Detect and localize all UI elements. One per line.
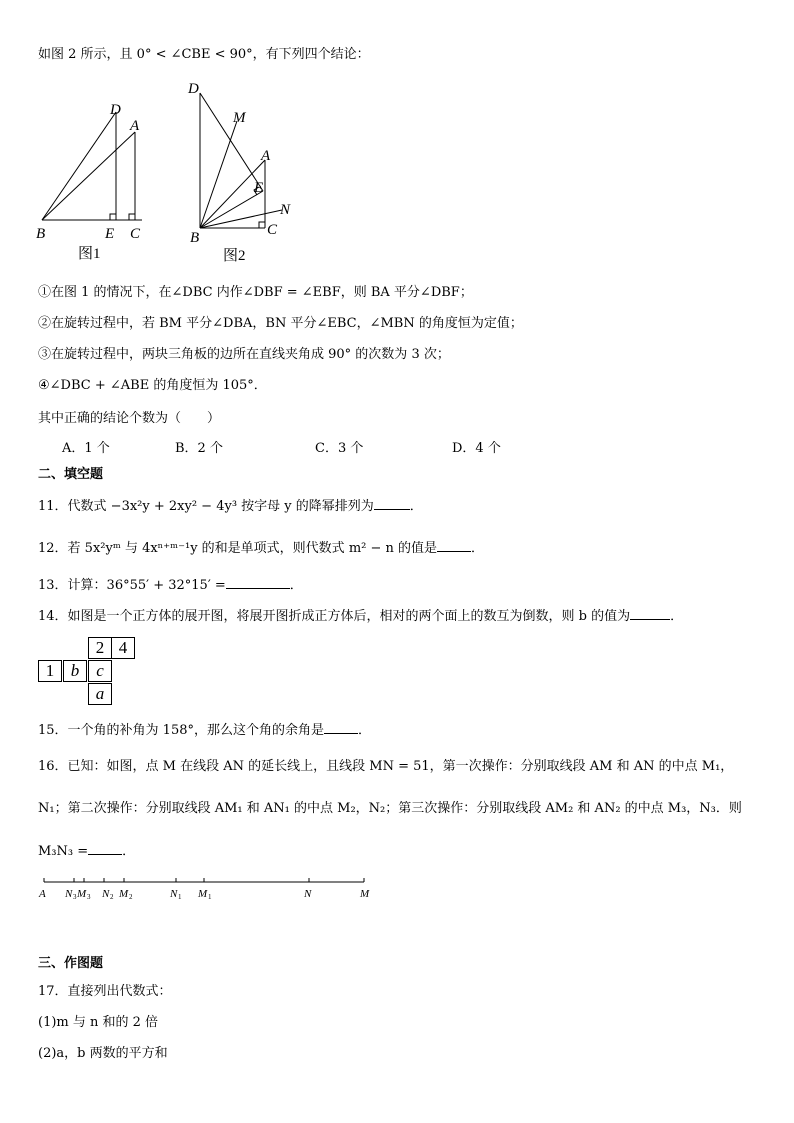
section-2-heading: 二、填空题	[38, 467, 104, 482]
seg-label-M1: M	[198, 888, 208, 900]
seg-sub-n1: 1	[178, 893, 182, 901]
seg-label-N1: N	[170, 888, 178, 900]
q15-period: ．	[358, 723, 372, 738]
statement-1: ①在图 1 的情况下，在∠DBC 内作∠DBF = ∠EBF，则 BA 平分∠DBF；	[38, 285, 473, 300]
fig1-label-D: D	[110, 102, 121, 118]
net-face-c: c	[88, 660, 112, 682]
q14-blank	[630, 607, 670, 620]
net-face-4: 4	[111, 637, 135, 659]
question-text: 其中正确的结论个数为（ ）	[38, 411, 221, 426]
figure-1	[30, 100, 160, 265]
q11-blank	[374, 497, 410, 510]
net-face-1: 1	[38, 660, 62, 682]
fig1-label-A: A	[130, 118, 140, 134]
q12-blank	[437, 539, 471, 552]
option-c: C．3 个	[315, 441, 364, 456]
fig1-label-E: E	[105, 226, 115, 242]
seg-sub-m2: 2	[129, 893, 133, 901]
q16-blank	[88, 842, 122, 855]
seg-label-N: N	[304, 888, 312, 900]
q13-text: 13．计算：36°55′ + 32°15′ =	[38, 578, 226, 593]
fig2-label-M: M	[233, 110, 246, 126]
question-13	[38, 576, 303, 595]
fig1-label-B: B	[36, 226, 46, 242]
seg-sub-m3: 3	[87, 893, 91, 901]
seg-label-N3: N	[65, 888, 73, 900]
seg-sub-n2: 2	[110, 893, 114, 901]
seg-label-M2: M	[119, 888, 129, 900]
q12-period: ．	[471, 541, 485, 556]
q11-text: 11．代数式 −3x²y + 2xy² − 4y³ 按字母 y 的降幂排列为	[38, 499, 374, 514]
segment-diagram	[36, 872, 381, 907]
q16-text: M₃N₃ =	[38, 844, 89, 859]
question-12	[38, 539, 484, 558]
q14-period: ．	[670, 609, 684, 624]
option-d: D．4 个	[452, 441, 501, 456]
statement-2: ②在旋转过程中，若 BM 平分∠DBA，BN 平分∠EBC，∠MBN 的角度恒为定值；	[38, 316, 523, 331]
q13-blank	[226, 576, 290, 589]
seg-sub-n3: 3	[73, 893, 77, 901]
figure-2	[185, 78, 315, 268]
question-17-part-1: (1)m 与 n 和的 2 倍	[38, 1015, 159, 1030]
seg-label-M3: M	[77, 888, 87, 900]
net-face-2: 2	[88, 637, 112, 659]
option-a: A．1 个	[62, 441, 110, 456]
statement-3: ③在旋转过程中，两块三角板的边所在直线夹角成 90° 的次数为 3 次；	[38, 347, 450, 362]
fig2-label-A: A	[261, 148, 271, 164]
net-face-a: a	[88, 683, 112, 705]
section-3-heading: 三、作图题	[38, 956, 104, 971]
fig2-caption: 图2	[223, 248, 246, 264]
question-16-line-2: N₁；第二次操作：分别取线段 AM₁ 和 AN₁ 的中点 M₂，N₂；第三次操作：分别取线段 AM₂ 和 AN₂ 的中点 M₃，N₃．则	[38, 801, 742, 816]
seg-label-M: M	[360, 888, 370, 900]
seg-sub-m1: 1	[208, 893, 212, 901]
question-17: 17．直接列出代数式：	[38, 984, 172, 999]
q11-period: ．	[409, 499, 423, 514]
statement-4: ④∠DBC + ∠ABE 的角度恒为 105°．	[38, 378, 267, 393]
q14-text: 14．如图是一个正方体的展开图，将展开图折成正方体后，相对的两个面上的数互为倒数，则 b 的值为	[38, 609, 631, 624]
question-16-line-3	[38, 842, 135, 861]
question-14	[38, 607, 683, 626]
fig2-label-D: D	[188, 81, 199, 97]
fig2-label-E: E	[254, 180, 264, 196]
fig1-caption: 图1	[78, 246, 101, 262]
q15-blank	[324, 721, 358, 734]
q12-text: 12．若 5x²yᵐ 与 4xⁿ⁺ᵐ⁻¹y 的和是单项式，则代数式 m² − n 的值是	[38, 541, 438, 556]
fig2-label-C: C	[267, 222, 278, 238]
question-15	[38, 721, 371, 740]
question-16-line-1: 16．已知：如图，点 M 在线段 AN 的延长线上，且线段 MN = 51，第一次操作：分别取线段 AM 和 AN 的中点 M₁，	[38, 759, 734, 774]
net-face-b: b	[63, 660, 87, 682]
q15-text: 15．一个角的补角为 158°，那么这个角的余角是	[38, 723, 324, 738]
seg-label-N2: N	[102, 888, 110, 900]
seg-label-A: A	[39, 888, 46, 900]
q16-period: ．	[122, 844, 136, 859]
question-11	[38, 497, 423, 516]
fig1-label-C: C	[130, 226, 141, 242]
q13-period: ．	[289, 578, 303, 593]
fig2-label-N: N	[280, 202, 291, 218]
question-17-part-2: (2)a，b 两数的平方和	[38, 1046, 168, 1061]
intro-text: 如图 2 所示，且 0° < ∠CBE < 90°，有下列四个结论：	[38, 47, 370, 62]
fig2-label-B: B	[190, 230, 200, 246]
option-b: B．2 个	[175, 441, 223, 456]
